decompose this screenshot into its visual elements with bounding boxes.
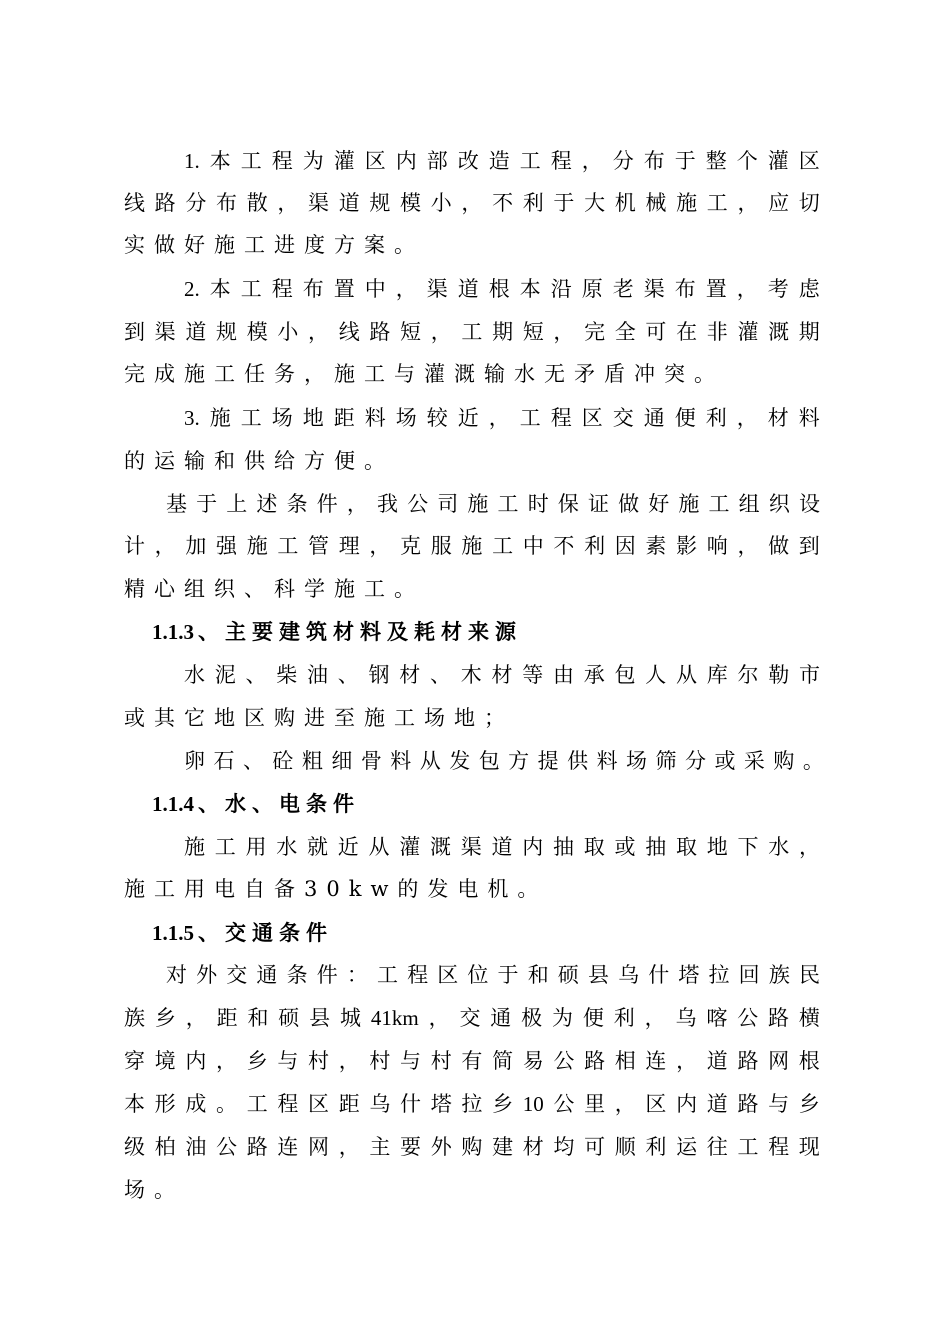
paragraph-7-line-2: 施工用电自备30kw的发电机。 [124,877,548,901]
paragraph-8-line-6: 场。 [124,1178,184,1202]
paragraph-4-line-1: 基 于 上 述 条 件 ， 我 公 司 施 工 时 保 证 做 好 施 工 组 织 设 [166,492,820,516]
heading-1-1-4-number: 1.1.4 [152,792,194,816]
heading-1-1-5-title: 、交通条件 [198,920,333,945]
paragraph-4-line-2: 计 ， 加 强 施 工 管 理 ， 克 服 施 工 中 不 利 因 素 影 响 ， 做 到 [124,534,820,558]
paragraph-8-line-3: 穿 境 内 ， 乡 与 村 ， 村 与 村 有 简 易 公 路 相 连 ， 道 路 网 根 [124,1049,820,1073]
paragraph-7-line-1: 施 工 用 水 就 近 从 灌 溉 渠 道 内 抽 取 或 抽 取 地 下 水 ， [184,835,820,859]
heading-1-1-5-number: 1.1.5 [152,921,194,945]
heading-1-1-3-number: 1.1.3 [152,620,194,644]
paragraph-3-line-1: 3. 施 工 场 地 距 料 场 较 近 ， 工 程 区 交 通 便 利 ， 材 料 [184,406,820,430]
paragraph-6-line-1: 卵 石 、 砼 粗 细 骨 料 从 发 包 方 提 供 料 场 筛 分 或 采 购 。 [184,749,824,773]
heading-1-1-4 [152,792,360,816]
paragraph-1-line-1: 1. 本 工 程 为 灌 区 内 部 改 造 工 程 ， 分 布 于 整 个 灌 区 [184,149,820,173]
paragraph-8-line-2: 族 乡 ， 距 和 硕 县 城 41km ， 交 通 极 为 便 利 ， 乌 喀 公 路 横 [124,1006,820,1030]
paragraph-8-line-1: 对 外 交 通 条 件 ： 工 程 区 位 于 和 硕 县 乌 什 塔 拉 回 族 民 [166,963,820,987]
heading-1-1-3 [152,620,522,644]
paragraph-4-line-3: 精心组织、科学施工。 [124,577,424,601]
paragraph-8-line-4: 本 形 成 。 工 程 区 距 乌 什 塔 拉 乡 10 公 里 ， 区 内 道 路 与 乡 [124,1092,820,1116]
paragraph-5-line-2: 或其它地区购进至施工场地； [124,706,514,730]
heading-1-1-5 [152,921,333,945]
paragraph-5-line-1: 水 泥 、 柴 油 、 钢 材 、 木 材 等 由 承 包 人 从 库 尔 勒 市 [184,663,820,687]
paragraph-2-line-1: 2. 本 工 程 布 置 中 ， 渠 道 根 本 沿 原 老 渠 布 置 ， 考 虑 [184,277,820,301]
heading-1-1-4-title: 、水、电条件 [198,791,360,816]
paragraph-1-line-3: 实做好施工进度方案。 [124,233,424,257]
heading-1-1-3-title: 、主要建筑材料及耗材来源 [198,619,522,644]
paragraph-1-line-2: 线 路 分 布 散 ， 渠 道 规 模 小 ， 不 利 于 大 机 械 施 工 ， 应 切 [124,191,820,215]
paragraph-2-line-3: 完成施工任务，施工与灌溉输水无矛盾冲突。 [124,362,724,386]
paragraph-8-line-5: 级 柏 油 公 路 连 网 ， 主 要 外 购 建 材 均 可 顺 利 运 往 工 程 现 [124,1135,820,1159]
paragraph-2-line-2: 到 渠 道 规 模 小 ， 线 路 短 ， 工 期 短 ， 完 全 可 在 非 灌 溉 期 [124,320,820,344]
paragraph-3-line-2: 的运输和供给方便。 [124,449,394,473]
